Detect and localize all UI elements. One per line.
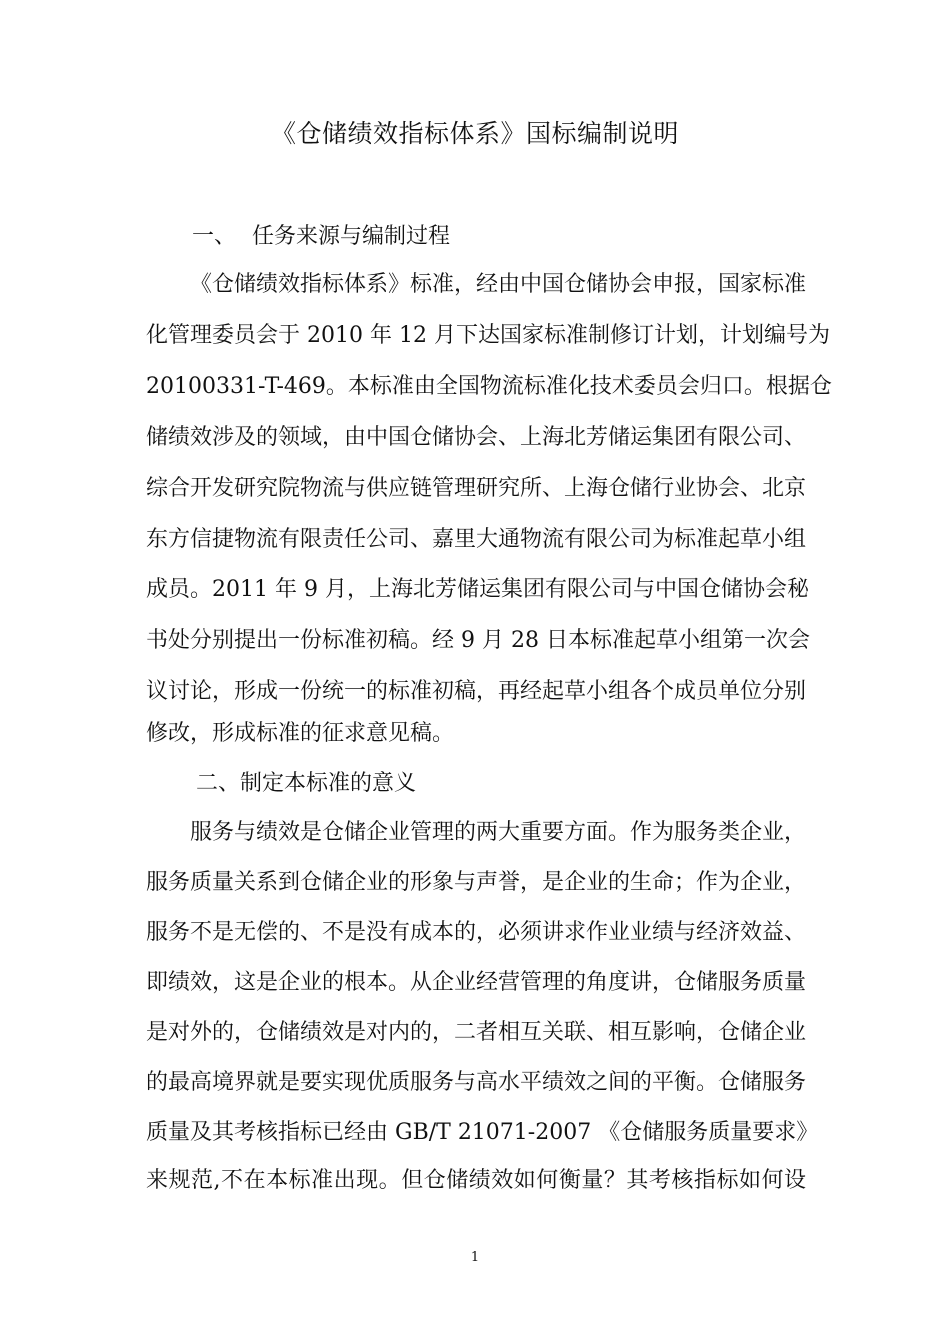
paragraph-2-line: 来规范,不在本标准出现。但仓储绩效如何衡量？其考核指标如何设 [146,1168,806,1193]
paragraph-1-line: 综合开发研究院物流与供应链管理研究所、上海仓储行业协会、北京 [146,476,807,501]
paragraph-2-line: 服务质量关系到仓储企业的形象与声誉，是企业的生命；作为企业， [146,870,807,895]
document-title: 《仓储绩效指标体系》国标编制说明 [270,119,679,148]
paragraph-1-line: 议讨论，形成一份统一的标准初稿，再经起草小组各个成员单位分别 [146,679,807,704]
paragraph-2-line: 质量及其考核指标已经由 GB/T 21071-2007 《仓储服务质量要求》 [146,1120,819,1145]
paragraph-1-line: 书处分别提出一份标准初稿。经 9 月 28 日本标准起草小组第一次会 [146,628,810,653]
paragraph-2-line: 服务不是无偿的、不是没有成本的，必须讲求作业业绩与经济效益、 [146,920,807,945]
paragraph-2-line: 是对外的，仓储绩效是对内的，二者相互关联、相互影响，仓储企业 [146,1020,807,1045]
paragraph-1-line: 《仓储绩效指标体系》标准，经由中国仓储协会申报，国家标准 [190,272,807,297]
paragraph-2-line: 的最高境界就是要实现优质服务与高水平绩效之间的平衡。仓储服务 [146,1070,807,1095]
paragraph-1-line: 储绩效涉及的领域，由中国仓储协会、上海北芳储运集团有限公司、 [146,425,807,450]
section-1-heading: 任务来源与编制过程 [252,224,451,249]
paragraph-1-line: 20100331-T-469。本标准由全国物流标准化技术委员会归口。根据仓 [146,374,832,399]
paragraph-2-line: 即绩效，这是企业的根本。从企业经营管理的角度讲，仓储服务质量 [146,970,807,995]
paragraph-1-line: 成员。2011 年 9 月，上海北芳储运集团有限公司与中国仓储协会秘 [146,577,809,602]
page-number: 1 [470,1250,480,1265]
section-2-heading: 二、制定本标准的意义 [196,771,417,796]
paragraph-1-line: 化管理委员会于 2010 年 12 月下达国家标准制修订计划，计划编号为 [146,323,830,348]
paragraph-1-line: 修改，形成标准的征求意见稿。 [146,721,455,746]
paragraph-2-line: 服务与绩效是仓储企业管理的两大重要方面。作为服务类企业， [190,820,807,845]
section-1-heading-number: 一、 [192,224,237,249]
paragraph-1-line: 东方信捷物流有限责任公司、嘉里大通物流有限公司为标准起草小组 [146,527,807,552]
